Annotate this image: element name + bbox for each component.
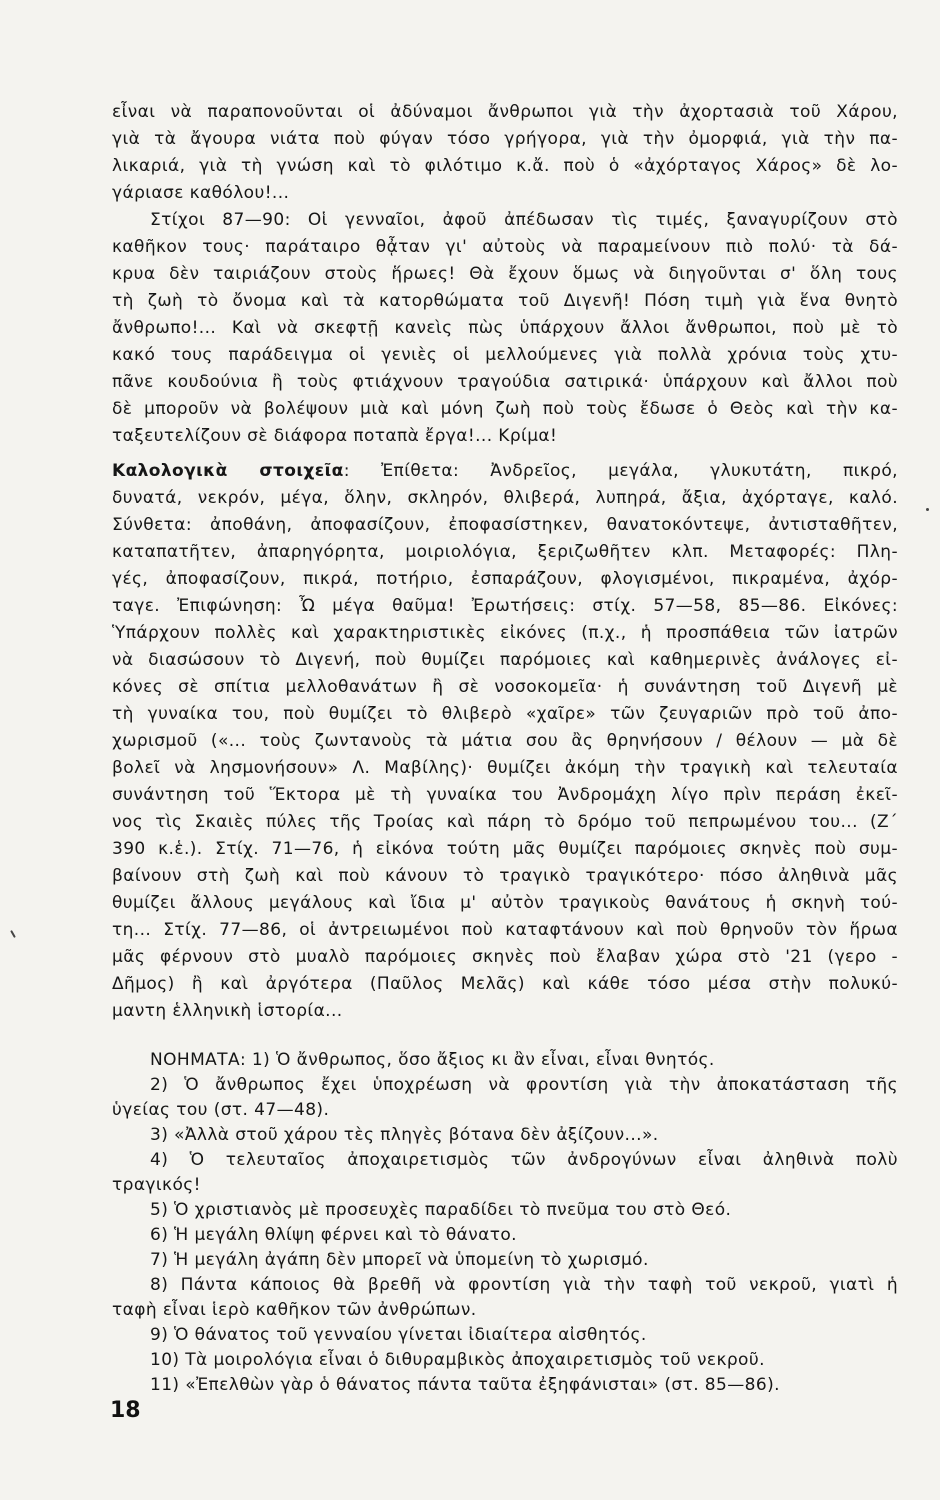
- text-line: θυμίζει ἄλλους μεγάλους καὶ ἴδια μ' αὐτὸν τραγικοὺς θανάτους ἡ σκηνὴ τού-: [112, 893, 898, 913]
- noima-line: τραγικός!: [112, 1175, 201, 1195]
- text-line: τὴ ζωὴ τὸ ὄνομα καὶ τὰ κατορθώματα τοῦ Διγενῆ! Πόση τιμὴ γιὰ ἕνα θνητὸ: [112, 291, 898, 311]
- text-line: δυνατά, νεκρόν, μέγα, ὅλην, σκληρόν, θλιβερά, λυπηρά, ἄξια, ἀχόρταγε, καλό.: [112, 488, 898, 508]
- text-line: συνάντηση τοῦ Ἕκτορα μὲ τὴ γυναίκα του Ἀνδρομάχη λίγο πρὶν περάση ἐκεῖ-: [112, 785, 898, 805]
- scan-speck: [10, 930, 16, 938]
- noima-line: 7) Ἡ μεγάλη ἀγάπη δὲν μπορεῖ νὰ ὑπομείνη τὸ χωρισμό.: [150, 1250, 649, 1270]
- text-line: χωρισμοῦ («... τοὺς ζωντανοὺς τὰ μάτια σου ἂς θρηνήσουν / θέλουν — μὰ δὲ: [112, 731, 898, 751]
- text-line: [112, 459, 898, 483]
- scan-speck: [926, 508, 929, 511]
- text-line: δὲ μποροῦν νὰ βολέψουν μιὰ καὶ μόνη ζωὴ ποὺ τοὺς ἔδωσε ὁ Θεὸς καὶ τὴν κα-: [112, 399, 898, 419]
- noima-line: 3) «Ἀλλὰ στοῦ χάρου τὲς πληγὲς βότανα δὲν ἀξίζουν...».: [150, 1125, 659, 1145]
- text-line: μᾶς φέρνουν στὸ μυαλὸ παρόμοιες σκηνὲς ποὺ ἔλαβαν χώρα στὸ '21 (γερο -: [112, 947, 898, 967]
- text-line: τὴ γυναίκα του, ποὺ θυμίζει τὸ θλιβερὸ «χαῖρε» τῶν ζευγαριῶν πρὸ τοῦ ἀπο-: [112, 704, 898, 724]
- text-line: νος τὶς Σκαιὲς πύλες τῆς Τροίας καὶ πάρη τὸ δρόμο τοῦ πεπρωμένου του... (Ζ΄: [112, 812, 898, 832]
- page-number: 18: [110, 1398, 141, 1423]
- section-first-line: : Ἐπίθετα: Ἀνδρεῖος, μεγάλα, γλυκυτάτη, πικρό,: [343, 461, 898, 481]
- text-line: ταξευτελίζουν σὲ διάφορα ποταπὰ ἔργα!... Κρίμα!: [112, 426, 558, 446]
- text-line: γές, ἀποφασίζουν, πικρά, ποτήριο, ἐσπαράζουν, φλογισμένοι, πικραμένα, ἀχόρ-: [112, 569, 898, 589]
- noima-line: 10) Τὰ μοιρολόγια εἶναι ὁ διθυραμβικὸς ἀποχαιρετισμὸς τοῦ νεκροῦ.: [150, 1350, 765, 1370]
- text-line: εἶναι νὰ παραπονοῦνται οἱ ἀδύναμοι ἄνθρωποι γιὰ τὴν ἀχορτασιὰ τοῦ Χάρου,: [112, 102, 898, 122]
- noima-line: 9) Ὁ θάνατος τοῦ γενναίου γίνεται ἰδιαίτερα αἰσθητός.: [150, 1325, 647, 1345]
- text-line: βαίνουν στὴ ζωὴ καὶ ποὺ κάνουν τὸ τραγικὸ τραγικότερο· πόσο ἀληθινὰ μᾶς: [112, 866, 898, 886]
- noima-line: 5) Ὁ χριστιανὸς μὲ προσευχὲς παραδίδει τὸ πνεῦμα του στὸ Θεό.: [150, 1200, 732, 1220]
- noima-line: 6) Ἡ μεγάλη θλίψη φέρνει καὶ τὸ θάνατο.: [150, 1225, 517, 1245]
- text-line: τη... Στίχ. 77—86, οἱ ἀντρειωμένοι ποὺ καταφτάνουν καὶ ποὺ θρηνοῦν τὸν ἥρωα: [112, 920, 898, 940]
- text-line: Σύνθετα: ἀποθάνη, ἀποφασίζουν, ἐποφασίστηκεν, θανατοκόντεψε, ἀντισταθῆτεν,: [112, 515, 898, 535]
- noima-line: 11) «Ἐπελθὼν γὰρ ὁ θάνατος πάντα ταῦτα ἐξηφάνισται» (στ. 85—86).: [150, 1375, 780, 1395]
- noima-line: ὑγείας του (στ. 47—48).: [112, 1100, 330, 1120]
- text-line: ἄνθρωπο!... Καὶ νὰ σκεφτῇ κανεὶς πὼς ὑπάρχουν ἄλλοι ἄνθρωποι, ποὺ μὲ τὸ: [112, 318, 898, 338]
- text-line: Δῆμος) ἢ καὶ ἀργότερα (Παῦλος Μελᾶς) καὶ κάθε τόσο μέσα στὴν πολυκύ-: [112, 974, 898, 994]
- noima-line: 8) Πάντα κάποιος θὰ βρεθῆ νὰ φροντίση γιὰ τὴν ταφὴ τοῦ νεκροῦ, γιατὶ ἡ: [150, 1275, 898, 1295]
- text-line: 390 κ.ἑ.). Στίχ. 71—76, ἡ εἰκόνα τούτη μᾶς θυμίζει παρόμοιες σκηνὲς ποὺ συμ-: [112, 839, 898, 859]
- text-line: κακό τους παράδειγμα οἱ γενιὲς οἱ μελλούμενες γιὰ πολλὰ χρόνια τοὺς χτυ-: [112, 345, 898, 365]
- section-heading: Καλολογικὰ στοιχεῖα: [112, 461, 344, 481]
- text-line: κρυα δὲν ταιριάζουν στοὺς ἥρωες! Θὰ ἔχουν ὅμως νὰ διηγοῦνται σ' ὅλη τους: [112, 264, 898, 284]
- text-line: βολεῖ νὰ λησμονήσουν» Λ. Μαβίλης)· θυμίζει ἀκόμη τὴν τραγικὴ καὶ τελευταία: [112, 758, 898, 778]
- text-line: Στίχοι 87—90: Οἱ γενναῖοι, ἀφοῦ ἀπέδωσαν τὶς τιμές, ξαναγυρίζουν στὸ: [150, 210, 898, 230]
- text-line: λικαριά, γιὰ τὴ γνώση καὶ τὸ φιλότιμο κ.ἄ. ποὺ ὁ «ἀχόρταγος Χάρος» δὲ λο-: [112, 156, 898, 176]
- text-line: μαντη ἑλληνικὴ ἱστορία...: [112, 1001, 343, 1021]
- noima-line: 2) Ὁ ἄνθρωπος ἔχει ὑποχρέωση νὰ φροντίση γιὰ τὴν ἀποκατάσταση τῆς: [150, 1075, 898, 1095]
- noima-line: 4) Ὁ τελευταῖος ἀποχαιρετισμὸς τῶν ἀνδρογύνων εἶναι ἀληθινὰ πολὺ: [150, 1150, 898, 1170]
- noima-line: ΝΟΗΜΑΤΑ: 1) Ὁ ἄνθρωπος, ὅσο ἄξιος κι ἂν εἶναι, εἶναι θνητός.: [150, 1050, 715, 1070]
- text-line: νὰ διασώσουν τὸ Διγενή, ποὺ θυμίζει παρόμοιες καὶ καθημερινὲς ἀνάλογες εἰ-: [112, 650, 898, 670]
- text-line: κόνες σὲ σπίτια μελλοθανάτων ἢ σὲ νοσοκομεῖα· ἡ συνάντηση τοῦ Διγενῆ μὲ: [112, 677, 898, 697]
- text-line: ταγε. Ἐπιφώνηση: Ὦ μέγα θαῦμα! Ἐρωτήσεις: στίχ. 57—58, 85—86. Εἰκόνες:: [112, 596, 898, 616]
- noima-line: ταφὴ εἶναι ἱερὸ καθῆκον τῶν ἀνθρώπων.: [112, 1300, 477, 1320]
- text-line: πᾶνε κουδούνια ἢ τοὺς φτιάχνουν τραγούδια σατιρικά· ὑπάρχουν καὶ ἄλλοι ποὺ: [112, 372, 898, 392]
- text-line: Ὑπάρχουν πολλὲς καὶ χαρακτηριστικὲς εἰκόνες (π.χ., ἡ προσπάθεια τῶν ἰατρῶν: [112, 623, 898, 643]
- text-line: γάριασε καθόλου!...: [112, 183, 290, 203]
- text-line: καθῆκον τους· παράταιρο θᾆταν γι' αὐτοὺς νὰ παραμείνουν πιὸ πολύ· τὰ δά-: [112, 237, 898, 257]
- text-line: γιὰ τὰ ἄγουρα νιάτα ποὺ φύγαν τόσο γρήγορα, γιὰ τὴν ὀμορφιά, γιὰ τὴν πα-: [112, 129, 898, 149]
- text-line: καταπατῆτεν, ἀπαρηγόρητα, μοιριολόγια, ξεριζωθῆτεν κλπ. Μεταφορές: Πλη-: [112, 542, 898, 562]
